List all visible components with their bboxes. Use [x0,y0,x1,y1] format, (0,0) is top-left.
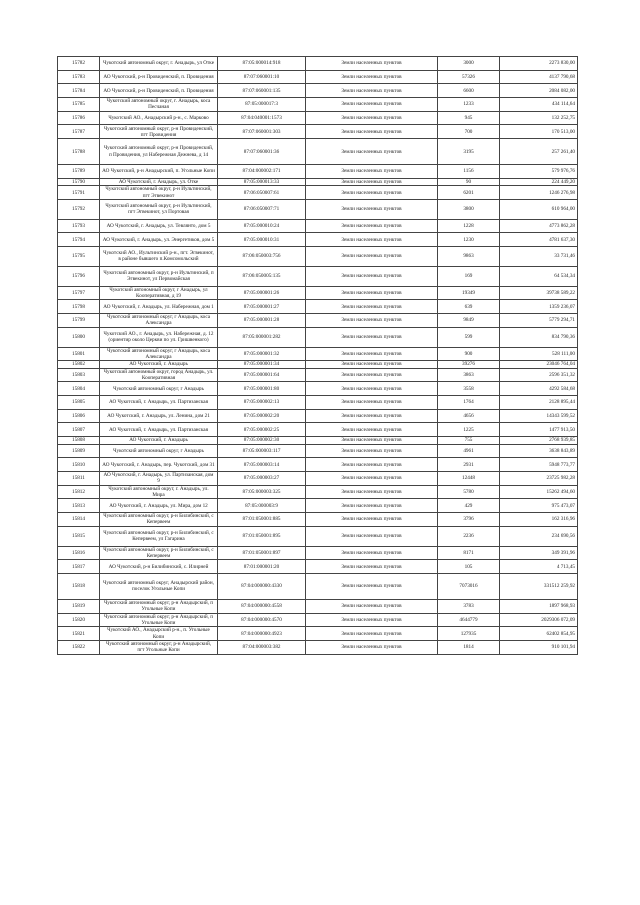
row-number-cell: 15783 [58,70,100,84]
area-cell: 3783 [438,599,500,613]
land-category-cell: Земли населенных пунктов [306,526,438,546]
cadastral-value-cell: 33 731,46 [500,247,578,267]
row-number-cell: 15805 [58,396,100,410]
cadastral-number-cell: 87:05:000001:28 [218,314,306,328]
cadastral-value-cell: 64 534,34 [500,266,578,286]
table-row [58,613,578,627]
row-number-cell: 15794 [58,233,100,247]
address-cell: Чукотский АО., г. Анадырь, ул. Набережная, д. 12 (ориентир около Церкви по ул. Гришвенкого) [100,327,218,347]
land-category-cell: Земли населенных пунктов [306,472,438,486]
table-row [58,361,578,369]
land-category-cell: Земли населенных пунктов [306,485,438,499]
address-cell: Чукотский АО., Анадырский р-н., п. Угольные Копи [100,627,218,641]
address-cell: АО Чукотский, г. Анадырь, пер. Чукотский, дом 31 [100,458,218,472]
cadastral-number-cell: 87:05:000013:33 [218,178,306,186]
cadastral-value-cell: 331512 259,92 [500,573,578,599]
land-category-cell: Земли населенных пунктов [306,314,438,328]
cadastral-value-cell: 1897 968,93 [500,599,578,613]
land-category-cell: Земли населенных пунктов [306,599,438,613]
land-category-cell: Земли населенных пунктов [306,139,438,165]
cadastral-value-cell: 4137 790,68 [500,70,578,84]
cadastral-value-cell: 2029306 072,09 [500,613,578,627]
land-category-cell: Земли населенных пунктов [306,513,438,527]
row-number-cell: 15784 [58,84,100,98]
land-category-cell: Земли населенных пунктов [306,125,438,139]
row-number-cell: 15802 [58,361,100,369]
land-category-cell: Земли населенных пунктов [306,409,438,423]
row-number-cell: 15795 [58,247,100,267]
table-row [58,186,578,200]
table-row [58,396,578,410]
area-cell: 105 [438,560,500,574]
row-number-cell: 15786 [58,111,100,125]
land-category-cell: Земли населенных пунктов [306,266,438,286]
address-cell: АО Чукотский, р-н Анадырский, п. Угольные Копи [100,165,218,179]
area-cell: 9863 [438,247,500,267]
table-row [58,286,578,300]
cadastral-number-cell: 87:06:050003:756 [218,247,306,267]
cadastral-value-cell: 23725 982,28 [500,472,578,486]
cadastral-number-cell: 87:05:000002:30 [218,437,306,445]
row-number-cell: 15811 [58,472,100,486]
cadastral-number-cell: 87:01:050001:885 [218,513,306,527]
table-row [58,499,578,513]
row-number-cell: 15808 [58,437,100,445]
cadastral-number-cell: 87:05:000014:918 [218,57,306,71]
address-cell: Чукотский автономный округ, г Анадырь, ул Кооперативная, д 19 [100,286,218,300]
cadastral-value-cell: 2128 895,44 [500,396,578,410]
table-row [58,57,578,71]
address-cell: АО Чукотский, р-н Билибинский, с. Илирней [100,560,218,574]
table-row [58,437,578,445]
row-number-cell: 15815 [58,526,100,546]
address-cell: Чукотский автономный округ, р-н Билибинский, с Кепервеем [100,546,218,560]
row-number-cell: 15799 [58,314,100,328]
address-cell: АО Чукотский, г. Анадырь, ул. Набережная, дом 1 [100,300,218,314]
area-cell: 2236 [438,526,500,546]
address-cell: АО Чукотский, р-н Провиденский, п. Провидения [100,70,218,84]
land-category-cell: Земли населенных пунктов [306,560,438,574]
table-row [58,546,578,560]
row-number-cell: 15822 [58,640,100,654]
cadastral-number-cell: 87:05:000010:31 [218,233,306,247]
area-cell: 90 [438,178,500,186]
row-number-cell: 15814 [58,513,100,527]
cadastral-number-cell: 87:05:000002:20 [218,409,306,423]
table-row [58,327,578,347]
table-row [58,368,578,382]
table-row [58,409,578,423]
cadastral-number-cell: 87:04:000000:4923 [218,627,306,641]
land-category-cell: Земли населенных пунктов [306,368,438,382]
cadastral-value-cell: 14343 599,52 [500,409,578,423]
cadastral-value-cell: 4773 862,28 [500,219,578,233]
cadastral-value-cell: 2768 939,85 [500,437,578,445]
cadastral-number-cell: 87:07:060001:135 [218,84,306,98]
cadastral-value-cell: 910 101,94 [500,640,578,654]
row-number-cell: 15787 [58,125,100,139]
cadastral-number-cell: 87:06:050005:135 [218,266,306,286]
area-cell: 3000 [438,57,500,71]
cadastral-value-cell: 39738 589,22 [500,286,578,300]
row-number-cell: 15821 [58,627,100,641]
row-number-cell: 15818 [58,573,100,599]
land-category-cell: Земли населенных пунктов [306,233,438,247]
row-number-cell: 15797 [58,286,100,300]
row-number-cell: 15803 [58,368,100,382]
address-cell: АО Чукотский, г. Анадырь, ул. Тевлянто, дом 5 [100,219,218,233]
land-category-cell: Земли населенных пунктов [306,219,438,233]
land-category-cell: Земли населенных пунктов [306,247,438,267]
row-number-cell: 15819 [58,599,100,613]
cadastral-value-cell: 170 513,00 [500,125,578,139]
cadastral-number-cell: 87:05:000001:80 [218,382,306,396]
cadastral-number-cell: 87:01:050001:897 [218,546,306,560]
address-cell: Чукотский автономный округ, р-н Анадырский, п Угольные Копи [100,613,218,627]
address-cell: Чукотский автономный округ, г. Анадырь, ул. Мира [100,485,218,499]
cadastral-value-cell: 528 111,00 [500,347,578,361]
cadastral-value-cell: 4781 637,30 [500,233,578,247]
table-row [58,314,578,328]
cadastral-value-cell: 2596 351,32 [500,368,578,382]
area-cell: 3863 [438,368,500,382]
row-number-cell: 15789 [58,165,100,179]
land-category-cell: Земли населенных пунктов [306,186,438,200]
area-cell: 945 [438,111,500,125]
area-cell: 3195 [438,139,500,165]
address-cell: Чукотский автономный округ, г Анадырь, коса Александра [100,314,218,328]
area-cell: 1814 [438,640,500,654]
address-cell: Чукотский автономный округ, г. Анадырь, коса Песчаная [100,98,218,112]
area-cell: 3800 [438,199,500,219]
area-cell: 4961 [438,444,500,458]
table-row [58,472,578,486]
table-row [58,199,578,219]
land-category-cell: Земли населенных пунктов [306,499,438,513]
cadastral-value-cell: 62402 854,95 [500,627,578,641]
area-cell: 5780 [438,485,500,499]
land-category-cell: Земли населенных пунктов [306,444,438,458]
cadastral-number-cell: 87:06:050007:61 [218,186,306,200]
area-cell: 1764 [438,396,500,410]
address-cell: Чукотский автономный округ, р-н Провиденский, пгт Провидения [100,125,218,139]
address-cell: Чукотский АО., Анадырский р-н., с. Марково [100,111,218,125]
row-number-cell: 15816 [58,546,100,560]
cadastral-number-cell: 87:05:000003:325 [218,485,306,499]
address-cell: Чукотский автономный округ, г. Анадырь, ул Отке [100,57,218,71]
cadastral-number-cell: 87:01:000001:20 [218,560,306,574]
table-row [58,70,578,84]
cadastral-value-cell: 5948 773,77 [500,458,578,472]
table-row [58,111,578,125]
row-number-cell: 15806 [58,409,100,423]
table-row [58,423,578,437]
cadastral-value-cell: 579 976,76 [500,165,578,179]
address-cell: Чукотский автономный округ, г Анадырь, коса Александра [100,347,218,361]
land-category-cell: Земли населенных пунктов [306,199,438,219]
land-category-cell: Земли населенных пунктов [306,98,438,112]
table-row [58,139,578,165]
row-number-cell: 15801 [58,347,100,361]
cadastral-number-cell: 87:05:000003:27 [218,472,306,486]
area-cell: 639 [438,300,500,314]
area-cell: 900 [438,347,500,361]
table-row [58,458,578,472]
address-cell: АО Чукотский, г. Анадырь, ул. Мира, дом 12 [100,499,218,513]
row-number-cell: 15782 [58,57,100,71]
land-category-cell: Земли населенных пунктов [306,286,438,300]
cadastral-number-cell: 87:07:060001:10 [218,70,306,84]
row-number-cell: 15796 [58,266,100,286]
cadastral-value-cell: 234 690,56 [500,526,578,546]
area-cell: 39276 [438,361,500,369]
row-number-cell: 15788 [58,139,100,165]
address-cell: АО Чукотский, г. Анадырь, ул. Ленина, дом 21 [100,409,218,423]
land-category-cell: Земли населенных пунктов [306,111,438,125]
address-cell: АО Чукотский, р-н Провиденский, п. Провидения [100,84,218,98]
cadastral-value-cell: 15262 494,60 [500,485,578,499]
row-number-cell: 15798 [58,300,100,314]
area-cell: 1233 [438,98,500,112]
area-cell: 3558 [438,382,500,396]
row-number-cell: 15809 [58,444,100,458]
address-cell: Чукотский автономный округ, р-н Иультинский, п Эгвекинот, ул Первомайская [100,266,218,286]
address-cell: Чукотский автономный округ, г Анадырь [100,382,218,396]
table-row [58,125,578,139]
row-number-cell: 15810 [58,458,100,472]
row-number-cell: 15813 [58,499,100,513]
cadastral-number-cell: 87:05:000001:282 [218,327,306,347]
address-cell: Чукотский автономный округ, р-н Билибинский, с Кепервеем, ул Гагарина [100,526,218,546]
table-row [58,382,578,396]
land-category-cell: Земли населенных пунктов [306,640,438,654]
land-category-cell: Земли населенных пунктов [306,327,438,347]
table-row [58,627,578,641]
cadastral-value-cell: 975 473,07 [500,499,578,513]
address-cell: Чукотский автономный округ, р-н Анадырский, п Угольные Копи [100,599,218,613]
area-cell: 2931 [438,458,500,472]
cadastral-number-cell: 87:05:000001:64 [218,368,306,382]
cadastral-value-cell: 1477 913,50 [500,423,578,437]
table-row [58,560,578,574]
cadastral-number-cell: 87:05:000003:9 [218,499,306,513]
table-row [58,247,578,267]
area-cell: 1156 [438,165,500,179]
address-cell: АО Чукотский, г. Анадырь, ул. Партизанская [100,396,218,410]
row-number-cell: 15817 [58,560,100,574]
cadastral-number-cell: 87:07:060001:36 [218,139,306,165]
address-cell: Чукотский автономный округ, р-н Иультинский, пгт Эгвекинот, ул Портовая [100,199,218,219]
table-row [58,599,578,613]
cadastral-number-cell: 87:05:000002:13 [218,396,306,410]
land-category-cell: Земли населенных пунктов [306,57,438,71]
cadastral-number-cell: 87:01:050001:895 [218,526,306,546]
cadastral-value-cell: 162 316,96 [500,513,578,527]
cadastral-number-cell: 87:05:000002:25 [218,423,306,437]
address-cell: Чукотский автономный округ, город Анадырь, ул. Кооперативная [100,368,218,382]
area-cell: 429 [438,499,500,513]
cadastral-number-cell: 87:05:000001:32 [218,347,306,361]
cadastral-number-cell: 87:04:000000:4570 [218,613,306,627]
cadastral-value-cell: 224 449,20 [500,178,578,186]
land-category-cell: Земли населенных пунктов [306,165,438,179]
row-number-cell: 15820 [58,613,100,627]
area-cell: 9849 [438,314,500,328]
cadastral-value-cell: 1359 236,07 [500,300,578,314]
address-cell: АО Чукотский, г. Анадырь, ул. Отке [100,178,218,186]
area-cell: 1225 [438,423,500,437]
address-cell: Чукотский автономный округ, р-н Билибинский, с Кепервеем [100,513,218,527]
land-category-cell: Земли населенных пунктов [306,300,438,314]
area-cell: 1230 [438,233,500,247]
table-row [58,219,578,233]
cadastral-value-cell: 4292 584,68 [500,382,578,396]
cadastral-number-cell: 87:07:060001:303 [218,125,306,139]
area-cell: 7073016 [438,573,500,599]
cadastral-number-cell: 87:04:000002:171 [218,165,306,179]
cadastral-value-cell: 5779 294,71 [500,314,578,328]
area-cell: 700 [438,125,500,139]
table-row [58,573,578,599]
area-cell: 8171 [438,546,500,560]
area-cell: 1228 [438,219,500,233]
address-cell: Чукотский автономный округ, г Анадырь [100,444,218,458]
cadastral-value-cell: 610 964,00 [500,199,578,219]
land-category-cell: Земли населенных пунктов [306,437,438,445]
cadastral-value-cell: 349 391,96 [500,546,578,560]
address-cell: АО Чукотский, г. Анадырь [100,361,218,369]
table-row [58,640,578,654]
row-number-cell: 15791 [58,186,100,200]
land-category-cell: Земли населенных пунктов [306,573,438,599]
table-row [58,178,578,186]
area-cell: 755 [438,437,500,445]
land-category-cell: Земли населенных пунктов [306,627,438,641]
cadastral-value-cell: 23046 764,04 [500,361,578,369]
cadastral-number-cell: 87:04:000003:382 [218,640,306,654]
cadastral-number-cell: 87:06:050007:71 [218,199,306,219]
address-cell: АО Чукотский, г. Анадырь, ул. Партизанская [100,423,218,437]
area-cell: 599 [438,327,500,347]
area-cell: 4644779 [438,613,500,627]
table-row [58,98,578,112]
table-row [58,165,578,179]
row-number-cell: 15812 [58,485,100,499]
cadastral-value-cell: 3638 843,89 [500,444,578,458]
address-cell: АО Чукотский, г. Анадырь, ул. Партизанская, дом 9 [100,472,218,486]
address-cell: Чукотский АО., Иультинский р-н., пгт. Эгвекинот, в районе бывшего п.Комсомольский [100,247,218,267]
table-row [58,526,578,546]
cadastral-value-cell: 132 252,75 [500,111,578,125]
land-category-cell: Земли населенных пунктов [306,84,438,98]
land-category-cell: Земли населенных пунктов [306,382,438,396]
cadastral-value-cell: 834 790,36 [500,327,578,347]
address-cell: АО Чукотский, г. Анадырь [100,437,218,445]
address-cell: Чукотский автономный округ, Анадырский район, поселок Угольные Копи [100,573,218,599]
address-cell: Чукотский автономный округ, р-н Иультинский, пгт Эгвекинот [100,186,218,200]
table-row [58,84,578,98]
cadastral-number-cell: 87:05:000001:34 [218,361,306,369]
land-register-table [57,56,578,655]
row-number-cell: 15785 [58,98,100,112]
address-cell: Чукотский автономный округ, р-н Провиденский, п Провидения, ул Набережная Дежнева, д 14 [100,139,218,165]
cadastral-number-cell: 87:04:040001:1573 [218,111,306,125]
cadastral-value-cell: 257 261,40 [500,139,578,165]
area-cell: 6600 [438,84,500,98]
area-cell: 19349 [438,286,500,300]
cadastral-number-cell: 87:05:000017:3 [218,98,306,112]
land-category-cell: Земли населенных пунктов [306,423,438,437]
area-cell: 3796 [438,513,500,527]
area-cell: 12448 [438,472,500,486]
cadastral-value-cell: 2084 082,00 [500,84,578,98]
table-row [58,233,578,247]
cadastral-value-cell: 1246 276,98 [500,186,578,200]
land-category-cell: Земли населенных пунктов [306,70,438,84]
cadastral-number-cell: 87:05:000003:14 [218,458,306,472]
table-row [58,485,578,499]
cadastral-number-cell: 87:05:000003:117 [218,444,306,458]
cadastral-number-cell: 87:05:000010:24 [218,219,306,233]
area-cell: 4656 [438,409,500,423]
table-row [58,300,578,314]
cadastral-value-cell: 434 114,64 [500,98,578,112]
land-category-cell: Земли населенных пунктов [306,546,438,560]
address-cell: АО Чукотский, г. Анадырь, ул. Энергетиков, дом 5 [100,233,218,247]
land-category-cell: Земли населенных пунктов [306,458,438,472]
cadastral-value-cell: 4 713,45 [500,560,578,574]
area-cell: 57326 [438,70,500,84]
row-number-cell: 15807 [58,423,100,437]
table-row [58,513,578,527]
land-category-cell: Земли населенных пунктов [306,361,438,369]
row-number-cell: 15804 [58,382,100,396]
area-cell: 169 [438,266,500,286]
cadastral-number-cell: 87:04:000000:4330 [218,573,306,599]
land-category-cell: Земли населенных пунктов [306,396,438,410]
land-category-cell: Земли населенных пунктов [306,613,438,627]
cadastral-number-cell: 87:04:000000:4558 [218,599,306,613]
table-row [58,444,578,458]
table-row [58,266,578,286]
row-number-cell: 15792 [58,199,100,219]
area-cell: 6201 [438,186,500,200]
row-number-cell: 15793 [58,219,100,233]
cadastral-number-cell: 87:05:000001:26 [218,286,306,300]
cadastral-number-cell: 87:05:000001:27 [218,300,306,314]
area-cell: 127935 [438,627,500,641]
address-cell: Чукотский автономный округ, р-н Анадырский, пгт Угольные Копи [100,640,218,654]
row-number-cell: 15790 [58,178,100,186]
cadastral-value-cell: 2273 830,00 [500,57,578,71]
land-category-cell: Земли населенных пунктов [306,347,438,361]
land-category-cell: Земли населенных пунктов [306,178,438,186]
table-row [58,347,578,361]
row-number-cell: 15800 [58,327,100,347]
table-body [58,57,578,655]
